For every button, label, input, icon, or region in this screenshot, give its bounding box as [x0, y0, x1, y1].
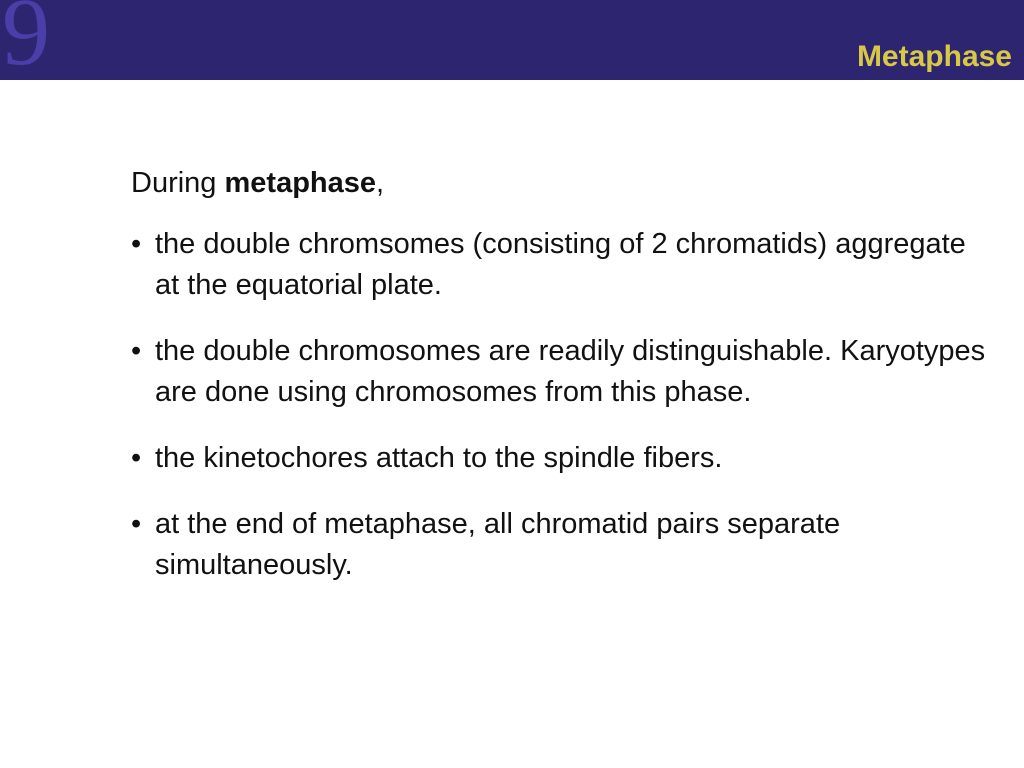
bullet-item	[131, 331, 991, 413]
intro-prefix: During	[131, 167, 225, 199]
intro-line	[131, 163, 991, 204]
bullet-glyph: •	[131, 442, 142, 474]
chapter-number: 9	[2, 0, 50, 85]
bullet-glyph: •	[131, 335, 142, 367]
header-bar	[0, 0, 1024, 85]
bullet-item	[131, 224, 991, 306]
bullet-text: at the end of metaphase, all chromatid pairs separate simultaneously.	[155, 508, 841, 581]
slide-title: Metaphase	[856, 40, 1012, 73]
bullet-text: the double chromosomes are readily distinguishable. Karyotypes are done using chromosomes from this phase.	[155, 335, 986, 408]
bullet-text: the kinetochores attach to the spindle fibers.	[155, 442, 723, 474]
bullet-item	[131, 438, 991, 479]
bullet-glyph: •	[131, 508, 142, 540]
bullet-glyph: •	[131, 228, 142, 260]
bullet-text: the double chromsomes (consisting of 2 chromatids) aggregate at the equatorial plate.	[155, 228, 966, 301]
bullet-list	[131, 224, 991, 586]
intro-keyword: metaphase	[224, 167, 377, 199]
bullet-item	[131, 504, 991, 586]
slide-content	[131, 163, 991, 611]
intro-suffix: ,	[376, 167, 385, 199]
